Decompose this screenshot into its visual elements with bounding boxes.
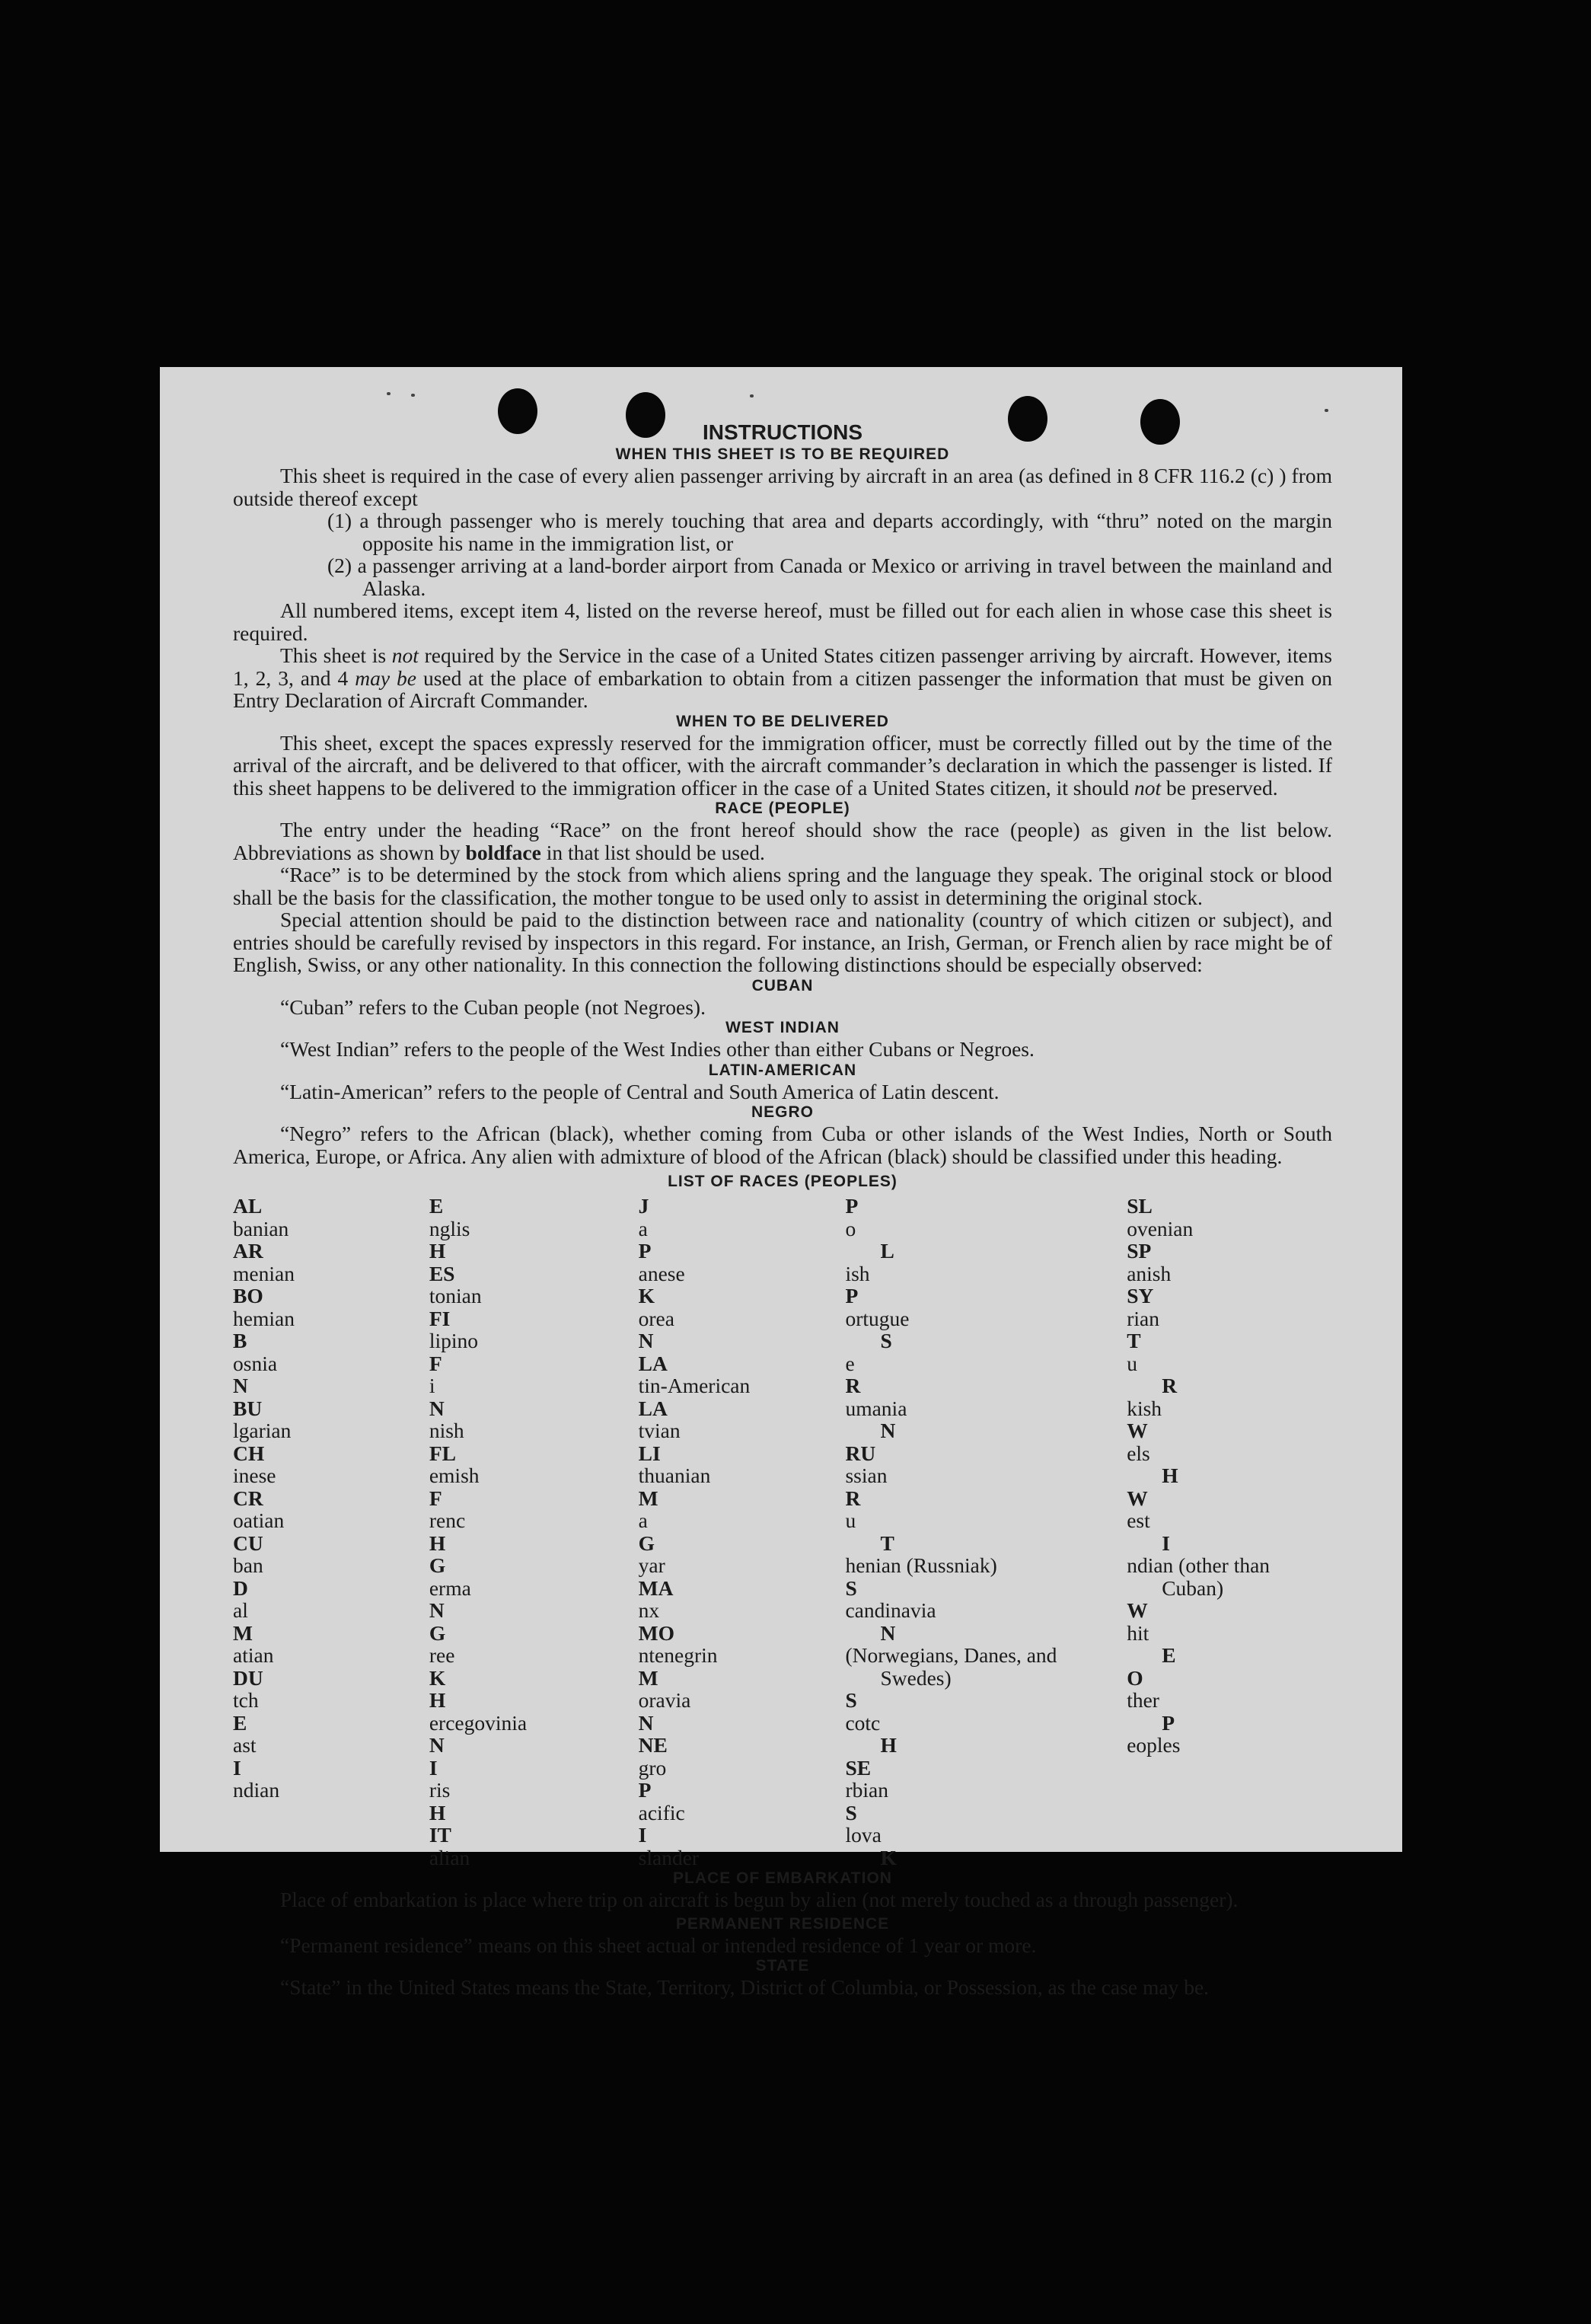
race-entry: I ris H [429, 1755, 451, 1824]
paragraph: “State” in the United States means the State, Territory, District of Columbia, or Possession, as the case may be. [280, 1975, 1210, 1999]
paragraph: The entry under the heading “Race” on the front hereof should show the race (people) as given in the list below. Abbreviations as shown by boldface in that list should be used. [233, 818, 1332, 864]
race-column [845, 1195, 1127, 1869]
race-entry: H ercegovinia N [429, 1688, 528, 1757]
paragraph: “Permanent residence” means on this sheet actual or intended residence of 1 year or more. [280, 1933, 1037, 1957]
section-heading: STATE [755, 1957, 810, 1974]
race-entry: BO hemian [233, 1284, 295, 1330]
section-heading: RACE (PEOPLE) [715, 800, 850, 817]
race-entry: CH inese [233, 1441, 276, 1487]
punch-hole [1140, 399, 1180, 445]
race-entry: G erma N [429, 1553, 471, 1622]
race-column [1127, 1195, 1332, 1869]
race-entry: P o L ish [845, 1194, 894, 1285]
race-entry: W hit E [1127, 1598, 1176, 1667]
instruction-sheet [160, 367, 1402, 1999]
race-entry: D al M atian [233, 1575, 274, 1667]
section-heading: NEGRO [751, 1103, 814, 1121]
race-entry: SL ovenian [1127, 1194, 1194, 1240]
race-entry: BU lgarian [233, 1396, 292, 1442]
race-entry: CU ban [233, 1531, 263, 1577]
race-column [639, 1195, 846, 1869]
speck [750, 394, 754, 397]
paragraph: “Race” is to be determined by the stock from which aliens spring and the language they speak. The original stock or blood shall be the basis for the classification, the mother tongue to be used only to assist in determining the original stock. [233, 863, 1332, 909]
speck [1325, 409, 1328, 412]
race-entry: MO ntenegrin [638, 1620, 718, 1667]
page-title: INSTRUCTIONS [703, 420, 862, 444]
punch-hole [1008, 396, 1047, 442]
race-entry: O ther P eoples [1127, 1665, 1181, 1757]
race-entry: P ortugue S e [845, 1284, 910, 1375]
race-entry: J a P anese [638, 1194, 685, 1285]
race-column [233, 1195, 429, 1869]
race-entry: R u T henian (Russniak) [845, 1486, 997, 1577]
race-entry: AR menian [233, 1239, 295, 1285]
race-entry: FI lipino [429, 1306, 478, 1352]
speck [411, 394, 415, 397]
race-column [429, 1195, 639, 1869]
race-entry: S cotc H [845, 1688, 897, 1757]
race-entry: T u R kish [1127, 1329, 1178, 1420]
race-entry: F renc H [429, 1486, 466, 1555]
race-entry: M a G yar [638, 1486, 665, 1577]
paragraph: This sheet is not required by the Service in the case of a United States citizen passenger arriving by aircraft. However, items 1, 2, 3, and 4 may be used at the place of embarkation to obtain from a citizen passenger the information that must be given on Entry Declaration of Aircraft Commander. [233, 643, 1332, 712]
race-entry: LA tin-American [638, 1351, 751, 1397]
race-entry: LA tvian [638, 1396, 681, 1442]
race-entry: M oravia N [638, 1665, 691, 1735]
race-entry: FL emish [429, 1441, 480, 1487]
section-heading: WHEN TO BE DELIVERED [676, 712, 889, 730]
paragraph: Place of embarkation is place where trip on aircraft is begun by alien (not merely touched as a through passenger). [280, 1888, 1239, 1911]
section-heading: CUBAN [751, 976, 814, 994]
race-entry: MA nx [638, 1575, 674, 1622]
punch-hole [498, 388, 537, 434]
race-entry: SP anish [1127, 1239, 1172, 1285]
race-entry: S candinavia N (Norwegians, Danes, and Swedes) [845, 1575, 1057, 1690]
section-heading: PERMANENT RESIDENCE [675, 1914, 890, 1933]
speck [387, 392, 391, 395]
section-heading: WHEN THIS SHEET IS TO BE REQUIRED [615, 445, 950, 463]
race-entry: SY rian [1127, 1284, 1159, 1330]
paragraph: Special attention should be paid to the distinction between race and nationality (country of which citizen or subject), and entries should be carefully revised by inspectors in this regard. For instance, an Irish, German, or French alien by race might be of English, Swiss, or any other nationality. In this connection the following distinctions should be especially observed: [233, 908, 1332, 976]
paragraph: “West Indian” refers to the people of the West Indies other than either Cubans or Negroes. [280, 1037, 1035, 1061]
race-entry: ES tonian [429, 1261, 482, 1307]
section-heading: WEST INDIAN [725, 1019, 840, 1036]
paragraph: “Latin-American” refers to the people of Central and South America of Latin descent. [280, 1079, 1000, 1103]
exception-item: (2) a passenger arriving at a land-border airport from Canada or Mexico or arriving in travel between the mainland and Alaska. [327, 554, 1332, 600]
race-entry: RU ssian [845, 1441, 888, 1487]
paragraph: All numbered items, except item 4, listed on the reverse hereof, must be filled out for each alien in whose case this sheet is required. [233, 599, 1332, 645]
section-heading: PLACE OF EMBARKATION [673, 1869, 892, 1887]
race-list [233, 1195, 1332, 1869]
race-entry: NE gro [638, 1733, 668, 1780]
race-entry: K orea N [638, 1284, 674, 1352]
race-entry: CR oatian [233, 1486, 285, 1532]
race-entry: DU tch [233, 1665, 263, 1712]
exception-item: (1) a through passenger who is merely touching that area and departs accordingly, with “thru” noted on the margin opposite his name in the immigration list, or [327, 509, 1332, 555]
race-entry: S lova K [845, 1800, 897, 1869]
race-entry: LI thuanian [638, 1441, 711, 1487]
race-entry: AL banian [233, 1194, 289, 1240]
paragraph: This sheet, except the spaces expressly reserved for the immigration officer, must be correctly filled out by the time of the arrival of the aircraft, and be delivered to that officer, with the aircraft commander’s declaration in which the passenger is listed. If this sheet happens to be delivered to the immigration officer in the case of a United States citizen, it should not be preserved. [233, 730, 1332, 800]
race-entry: IT alian [429, 1823, 470, 1869]
race-entry: F i N nish [429, 1351, 464, 1442]
punch-hole [626, 392, 665, 438]
race-entry: P acific I slander [638, 1778, 700, 1869]
race-entry: E ast I ndian [233, 1710, 280, 1802]
race-entry: W els H [1127, 1419, 1178, 1487]
race-entry: E nglis H [429, 1194, 470, 1263]
race-entry: W est I ndian (other than Cuban) [1127, 1486, 1271, 1600]
race-entry: R umania N [845, 1374, 907, 1442]
paragraph: “Negro” refers to the African (black), whether coming from Cuba or other islands of the West Indies, North or South America, Europe, or Africa. Any alien with admixture of blood of the African (black) should be classified under this heading. [233, 1122, 1332, 1168]
section-heading: LATIN-AMERICAN [708, 1061, 857, 1079]
paragraph: This sheet is required in the case of every alien passenger arriving by aircraft in an area (as defined in 8 CFR 116.2 (c) ) from outside thereof except [233, 464, 1332, 510]
paragraph: “Cuban” refers to the Cuban people (not Negroes). [280, 994, 706, 1019]
race-entry: B osnia N [233, 1329, 278, 1397]
section-heading: LIST OF RACES (PEOPLES) [668, 1173, 898, 1190]
race-entry: G ree K [429, 1620, 455, 1690]
race-entry: SE rbian [845, 1755, 888, 1802]
